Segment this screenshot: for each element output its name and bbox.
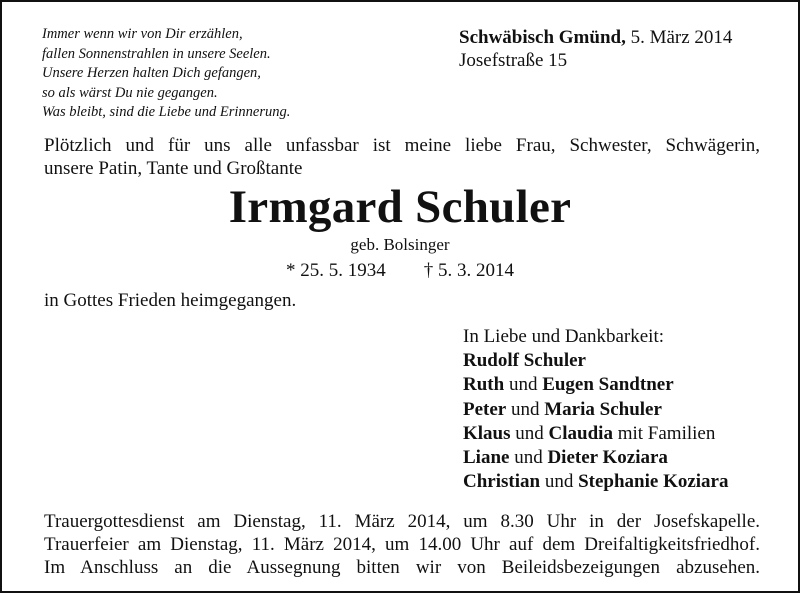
intro-text bbox=[44, 134, 760, 180]
mourner-row bbox=[463, 349, 729, 373]
mourner-row bbox=[463, 373, 729, 397]
place-date-block bbox=[459, 26, 732, 72]
mourners-heading: In Liebe und Dankbarkeit: bbox=[463, 326, 665, 347]
conjunction: und bbox=[509, 447, 548, 469]
city-name: Schwäbisch Gmünd, bbox=[459, 27, 626, 48]
poem-line: fallen Sonnenstrahlen in unsere Seelen. bbox=[42, 45, 271, 62]
street-address: Josefstraße 15 bbox=[459, 50, 568, 71]
mourner-name: Peter bbox=[463, 398, 507, 420]
deceased-name: Irmgard Schuler bbox=[228, 181, 572, 233]
mourner-name: Ruth bbox=[463, 374, 505, 396]
birth-date: * 25. 5. 1934 bbox=[286, 260, 386, 281]
notice-date: 5. März 2014 bbox=[630, 27, 733, 48]
conjunction: und bbox=[510, 422, 549, 444]
mourner-name: Klaus bbox=[463, 422, 511, 444]
peace-line: in Gottes Frieden heimgegangen. bbox=[44, 290, 297, 311]
service-line: Trauergottesdienst am Dienstag, 11. März 2014, um 8.30 Uhr in der Josefskapelle. bbox=[44, 511, 760, 532]
mourner-name: Eugen Sandtner bbox=[542, 374, 674, 396]
place-date-line bbox=[459, 26, 732, 49]
mourner-row bbox=[463, 398, 729, 422]
mourner-name: Claudia bbox=[548, 422, 613, 444]
mourner-row bbox=[463, 470, 729, 494]
service-info bbox=[44, 510, 760, 579]
memorial-poem bbox=[42, 25, 290, 123]
poem-line: so als wärst Du nie gegangen. bbox=[42, 84, 218, 101]
poem-line: Was bleibt, sind die Liebe und Erinnerung. bbox=[42, 104, 291, 121]
birth-name: geb. Bolsinger bbox=[350, 235, 450, 254]
service-line: Im Anschluss an die Aussegnung bitten wir von Beileidsbezeigungen abzusehen. bbox=[44, 557, 760, 578]
conjunction: und bbox=[506, 398, 545, 420]
mourner-name: Rudolf Schuler bbox=[463, 350, 586, 372]
intro-line: unsere Patin, Tante und Großtante bbox=[44, 158, 303, 179]
mourner-name: Liane bbox=[463, 447, 510, 469]
life-dates bbox=[2, 259, 798, 282]
mourners-list bbox=[463, 325, 729, 494]
intro-line: Plötzlich und für uns alle unfassbar ist meine liebe Frau, Schwester, Schwägerin, bbox=[44, 135, 760, 156]
mourner-name: Dieter Koziara bbox=[547, 447, 668, 469]
death-date: † 5. 3. 2014 bbox=[423, 260, 514, 281]
service-line: Trauerfeier am Dienstag, 11. März 2014, um 14.00 Uhr auf dem Dreifaltigkeitsfriedhof. bbox=[44, 534, 760, 555]
mourner-name: Maria Schuler bbox=[544, 398, 662, 420]
mourner-name: Christian bbox=[463, 471, 541, 493]
conjunction: und bbox=[540, 471, 579, 493]
mourner-row bbox=[463, 446, 729, 470]
mourner-row bbox=[463, 422, 729, 446]
conjunction: und bbox=[504, 374, 543, 396]
poem-line: Unsere Herzen halten Dich gefangen, bbox=[42, 65, 261, 82]
mourner-name: Stephanie Koziara bbox=[578, 471, 729, 493]
family-suffix: mit Familien bbox=[612, 422, 716, 444]
poem-line: Immer wenn wir von Dir erzählen, bbox=[42, 26, 243, 42]
